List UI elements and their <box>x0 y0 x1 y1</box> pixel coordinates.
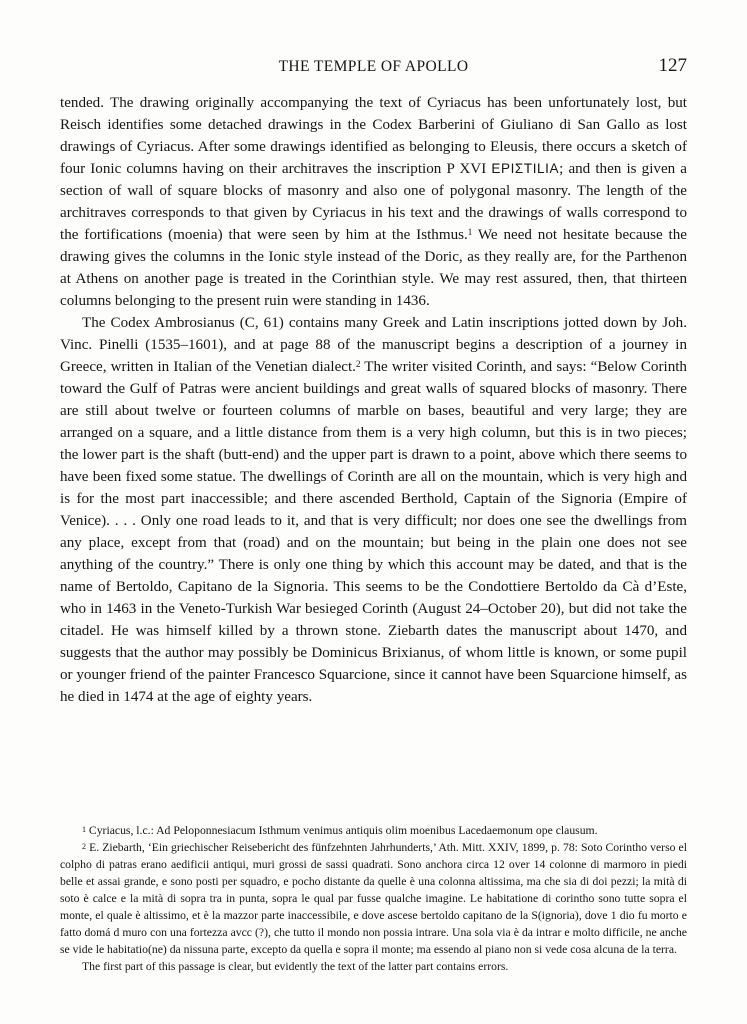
paragraph-1-part-a: tended. The drawing originally accompanying the text of Cyriacus has been unfortunately lost, but Reisch identifies some detached drawings in the Codex Barberini of Giuliano di San Gallo as lost drawings of Cyriacus. After some drawings identified as belonging to Eleusis, there occurs a sketch of four Ionic columns having on their architraves the inscription P XVI <box>60 95 687 177</box>
footnote-ref-2[interactable]: 2 <box>355 359 361 369</box>
page-header <box>60 55 687 82</box>
footnote-1-text: Cyriacus, l.c.: Ad Peloponnesiacum Isthmum venimus antiquis olim moenibus Lacedaemonum ope clausum. <box>86 824 598 837</box>
footnotes <box>60 822 687 975</box>
footnote-2-text: E. Ziebarth, ‘Ein griechischer Reisebericht des fünfzehnten Jahrhunderts,’ Ath. Mitt. XXIV, 1899, p. 78: Soto Corintho verso el colpho di patras erano aedificii antiqui, muri grossi de sassi quadrati. Sono anchora circa 12 over 14 colonne di marmoro in piedi belle et assai grande, e sono posti per squadro, e pocho distante da quelle è una colonna altissima, ma che sia di doi pezzi; la mità di soto è calce e la mità di sopra tra in punta, sopra le qual par fusse qualche imagine. Le habitatione di corintho sono tutte sopra el monte, el quale è altissimo, et è la mazzor parte inaccessibile, e dove ascese bertoldo capitano de la S(ignoria), dove 1 dio fu morto e fatto domá d muro con una fortezza avcc (?), che tutto il mondo non possia intrare. Una sola via è da intrar e molto difficile, ne anche se vide le habitatio(ne) da nissuna parte, excepto da quella e sopra il monte; ma essendo al piano non si vede cosa alcuna de la terra. <box>60 841 687 956</box>
main-text <box>60 92 687 708</box>
footnote-1 <box>60 822 687 839</box>
footnote-mark-1: 1 <box>82 825 86 834</box>
footnote-closing-note: The first part of this passage is clear, but evidently the text of the latter part contains errors. <box>82 960 509 973</box>
paragraph-1-part-c: We need not hesitate because the drawing gives the columns in the Ionic style instead of the Doric, as they really are, for the Parthenon at Athens on another page is treated in the Corinthian style. We may rest assured, then, that thirteen columns belonging to the present ruin were standing in 1436. <box>60 227 687 309</box>
paragraph-2-part-b: The writer visited Corinth, and says: “Below Corinth toward the Gulf of Patras were ancient buildings and great walls of squared blocks of masonry. There are still about twelve or fourteen columns of marble on bases, beautiful and very large; they are arranged on a square, and a little distance from them is a very high column, but this is in two pieces; the lower part is the shaft (butt-end) and the upper part is drawn to a point, above which there seems to have been fixed some statue. The dwellings of Corinth are all on the mountain, which is very high and is for the most part inaccessible; and there ascended Berthold, Captain of the Signoria (Empire of Venice). . . . Only one road leads to it, and that is very difficult; nor does one see the dwellings from any place, except from that (road) and on the mountain; but being in the plain one does not see anything of the country.” There is only one thing by which this account may be dated, and that is the name of Bertoldo, Capitano de la Signoria. This seems to be the Condottiere Bertoldo da Cà d’Este, who in 1463 in the Veneto-Turkish War besieged Corinth (August 24–October 20), but did not take the citadel. He was himself killed by a thrown stone. Ziebarth dates the manuscript about 1470, and suggests that the author may possibly be Dominicus Brixianus, of whom little is known, or some pupil or younger friend of the painter Francesco Squarcione, since it cannot have been Squarcione himself, as he died in 1474 at the age of eighty years. <box>60 359 687 705</box>
greek-inscription: EPIΣTILIA <box>491 161 560 176</box>
paragraph-1 <box>60 92 687 312</box>
page-number: 127 <box>658 55 687 76</box>
footnote-2 <box>60 839 687 958</box>
paragraph-2 <box>60 312 687 708</box>
paragraph-2-part-a: The Codex Ambrosianus (C, 61) contains many Greek and Latin inscriptions jotted down by Joh. Vinc. Pinelli (1535–1601), and at page 88 of the manuscript begins a description of a journey in Greece, written in Italian of the Venetian dialect. <box>60 315 687 375</box>
paragraph-1-part-b: ; and then is given a section of wall of square blocks of masonry and also one of polygonal masonry. The length of the architraves corresponds to that given by Cyriacus in his text and the drawings of walls correspond to the fortifications (moenia) that were seen by him at the Isthmus. <box>60 161 688 243</box>
footnote-ref-1[interactable]: 1 <box>467 227 473 237</box>
footnote-mark-2: 2 <box>82 842 86 851</box>
running-title: THE TEMPLE OF APOLLO <box>278 58 469 75</box>
